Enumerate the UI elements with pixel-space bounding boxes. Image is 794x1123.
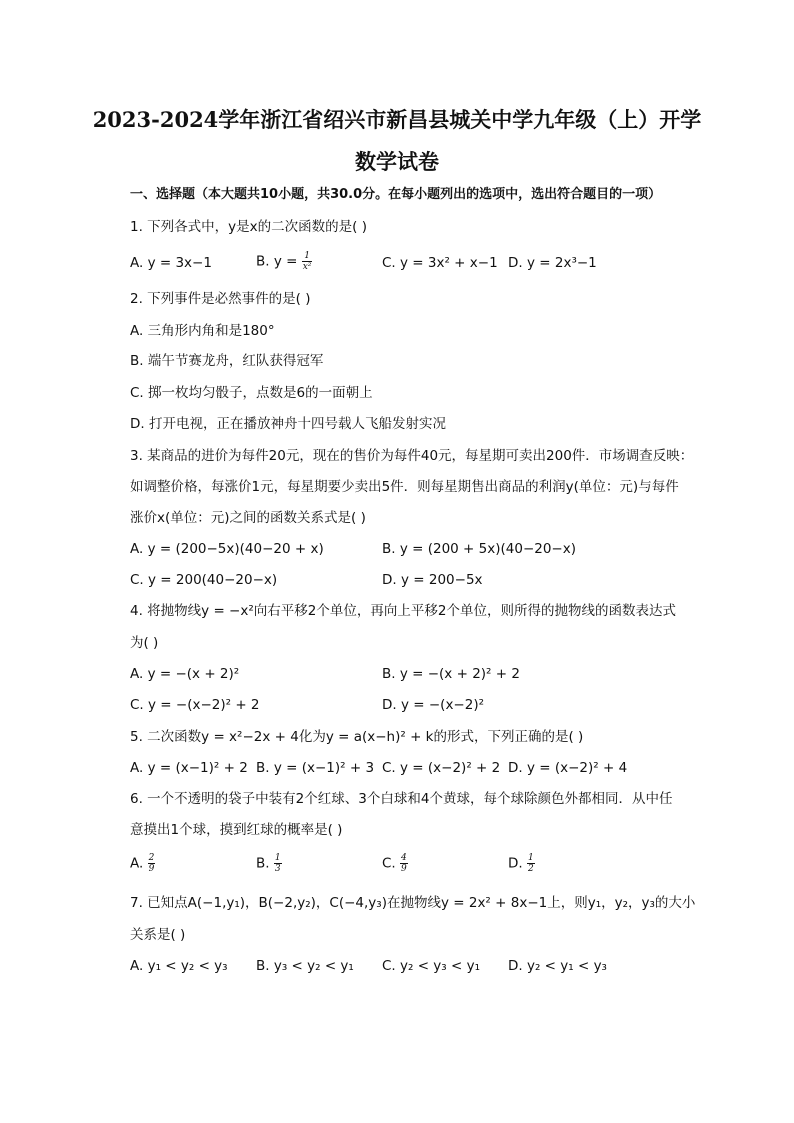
question-5-option-d: D. y = (x−2)² + 4 — [508, 760, 628, 776]
question-3-option-c: C. y = 200(40−20−x) — [130, 572, 278, 588]
question-1-option-b-fraction — [302, 251, 313, 272]
question-6-line-2: 意摸出1个球，摸到红球的概率是( ) — [130, 822, 343, 838]
option-fraction — [274, 853, 282, 874]
question-7-option-d: D. y₂ < y₁ < y₃ — [508, 958, 607, 974]
question-7-option-c: C. y₂ < y₃ < y₁ — [382, 958, 481, 974]
question-5-option-c: C. y = (x−2)² + 2 — [382, 760, 501, 776]
option-label: C. — [382, 855, 396, 872]
question-3-line-1: 3. 某商品的进价为每件20元，现在的售价为每件40元，每星期可卖出200件．市场调查反映： — [130, 448, 694, 464]
question-4-option-b: B. y = −(x + 2)² + 2 — [382, 666, 520, 682]
fraction-denominator: 3 — [274, 864, 281, 874]
question-1-option-a: A. y = 3x−1 — [130, 255, 212, 271]
question-1-option-c: C. y = 3x² + x−1 — [382, 255, 498, 271]
fraction-numerator: 1 — [274, 853, 281, 863]
question-1-option-d: D. y = 2x³−1 — [508, 255, 597, 271]
question-3-option-b: B. y = (200 + 5x)(40−20−x) — [382, 541, 577, 557]
question-2-option-c: C. 掷一枚均匀骰子，点数是6的一面朝上 — [130, 385, 373, 401]
question-7-line-1: 7. 已知点A(−1,y₁)，B(−2,y₂)，C(−4,y₃)在抛物线y = 2x² + 8x−1上，则y₁，y₂，y₃的大小 — [130, 895, 696, 911]
question-1-stem: 1. 下列各式中，y是x的二次函数的是( ) — [130, 219, 367, 235]
question-5-option-a: A. y = (x−1)² + 2 — [130, 760, 248, 776]
fraction-denominator: x² — [302, 262, 312, 272]
question-5-option-b: B. y = (x−1)² + 3 — [256, 760, 375, 776]
question-6-option-d — [508, 853, 535, 874]
question-4-line-1: 4. 将抛物线y = −x²向右平移2个单位，再向上平移2个单位，则所得的抛物线的函数表达式 — [130, 603, 676, 619]
question-3-option-d: D. y = 200−5x — [382, 572, 483, 588]
fraction-denominator: 9 — [401, 864, 407, 874]
option-label: B. — [256, 855, 270, 872]
question-6-option-c — [382, 853, 408, 874]
section-heading: 一、选择题（本大题共10小题，共30.0分。在每小题列出的选项中，选出符合题目的一项） — [130, 187, 662, 202]
option-label: D. — [508, 855, 523, 872]
question-3-line-2: 如调整价格，每涨价1元，每星期要少卖出5件．则每星期售出商品的利润y(单位：元)与每件 — [130, 479, 679, 495]
question-7-line-2: 关系是( ) — [130, 927, 186, 943]
exam-title-line2: 数学试卷 — [355, 149, 439, 174]
question-4-option-c: C. y = −(x−2)² + 2 — [130, 697, 260, 713]
question-2-option-b: B. 端午节赛龙舟，红队获得冠军 — [130, 353, 324, 369]
question-1-option-b-prefix: B. y = — [256, 253, 298, 270]
question-6-option-a — [130, 853, 155, 874]
fraction-numerator: 4 — [401, 853, 407, 863]
option-fraction — [527, 853, 535, 874]
exam-title-line1: 2023-2024学年浙江省绍兴市新昌县城关中学九年级（上）开学 — [92, 107, 702, 132]
question-3-option-a: A. y = (200−5x)(40−20 + x) — [130, 541, 324, 557]
fraction-numerator: 1 — [527, 853, 534, 863]
question-7-option-b: B. y₃ < y₂ < y₁ — [256, 958, 354, 974]
question-3-line-3: 涨价x(单位：元)之间的函数关系式是( ) — [130, 510, 366, 526]
question-7-option-a: A. y₁ < y₂ < y₃ — [130, 958, 228, 974]
question-2-option-a: A. 三角形内角和是180° — [130, 323, 275, 339]
question-6-line-1: 6. 一个不透明的袋子中装有2个红球、3个白球和4个黄球，每个球除颜色外都相同．从中任 — [130, 791, 673, 807]
question-5-stem: 5. 二次函数y = x²−2x + 4化为y = a(x−h)² + k的形式，下列正确的是( ) — [130, 729, 584, 745]
question-2-stem: 2. 下列事件是必然事件的是( ) — [130, 291, 311, 307]
fraction-denominator: 9 — [148, 864, 155, 874]
fraction-numerator: 1 — [302, 251, 313, 262]
question-4-line-2: 为( ) — [130, 635, 159, 651]
question-6-option-b — [256, 853, 282, 874]
option-label: A. — [130, 855, 144, 872]
option-fraction — [148, 853, 156, 874]
option-fraction — [400, 853, 408, 874]
question-2-option-d: D. 打开电视，正在播放神舟十四号载人飞船发射实况 — [130, 416, 446, 432]
fraction-numerator: 2 — [148, 853, 155, 863]
question-4-option-a: A. y = −(x + 2)² — [130, 666, 240, 682]
question-1-option-b — [256, 251, 312, 272]
question-4-option-d: D. y = −(x−2)² — [382, 697, 485, 713]
fraction-denominator: 2 — [527, 864, 534, 874]
